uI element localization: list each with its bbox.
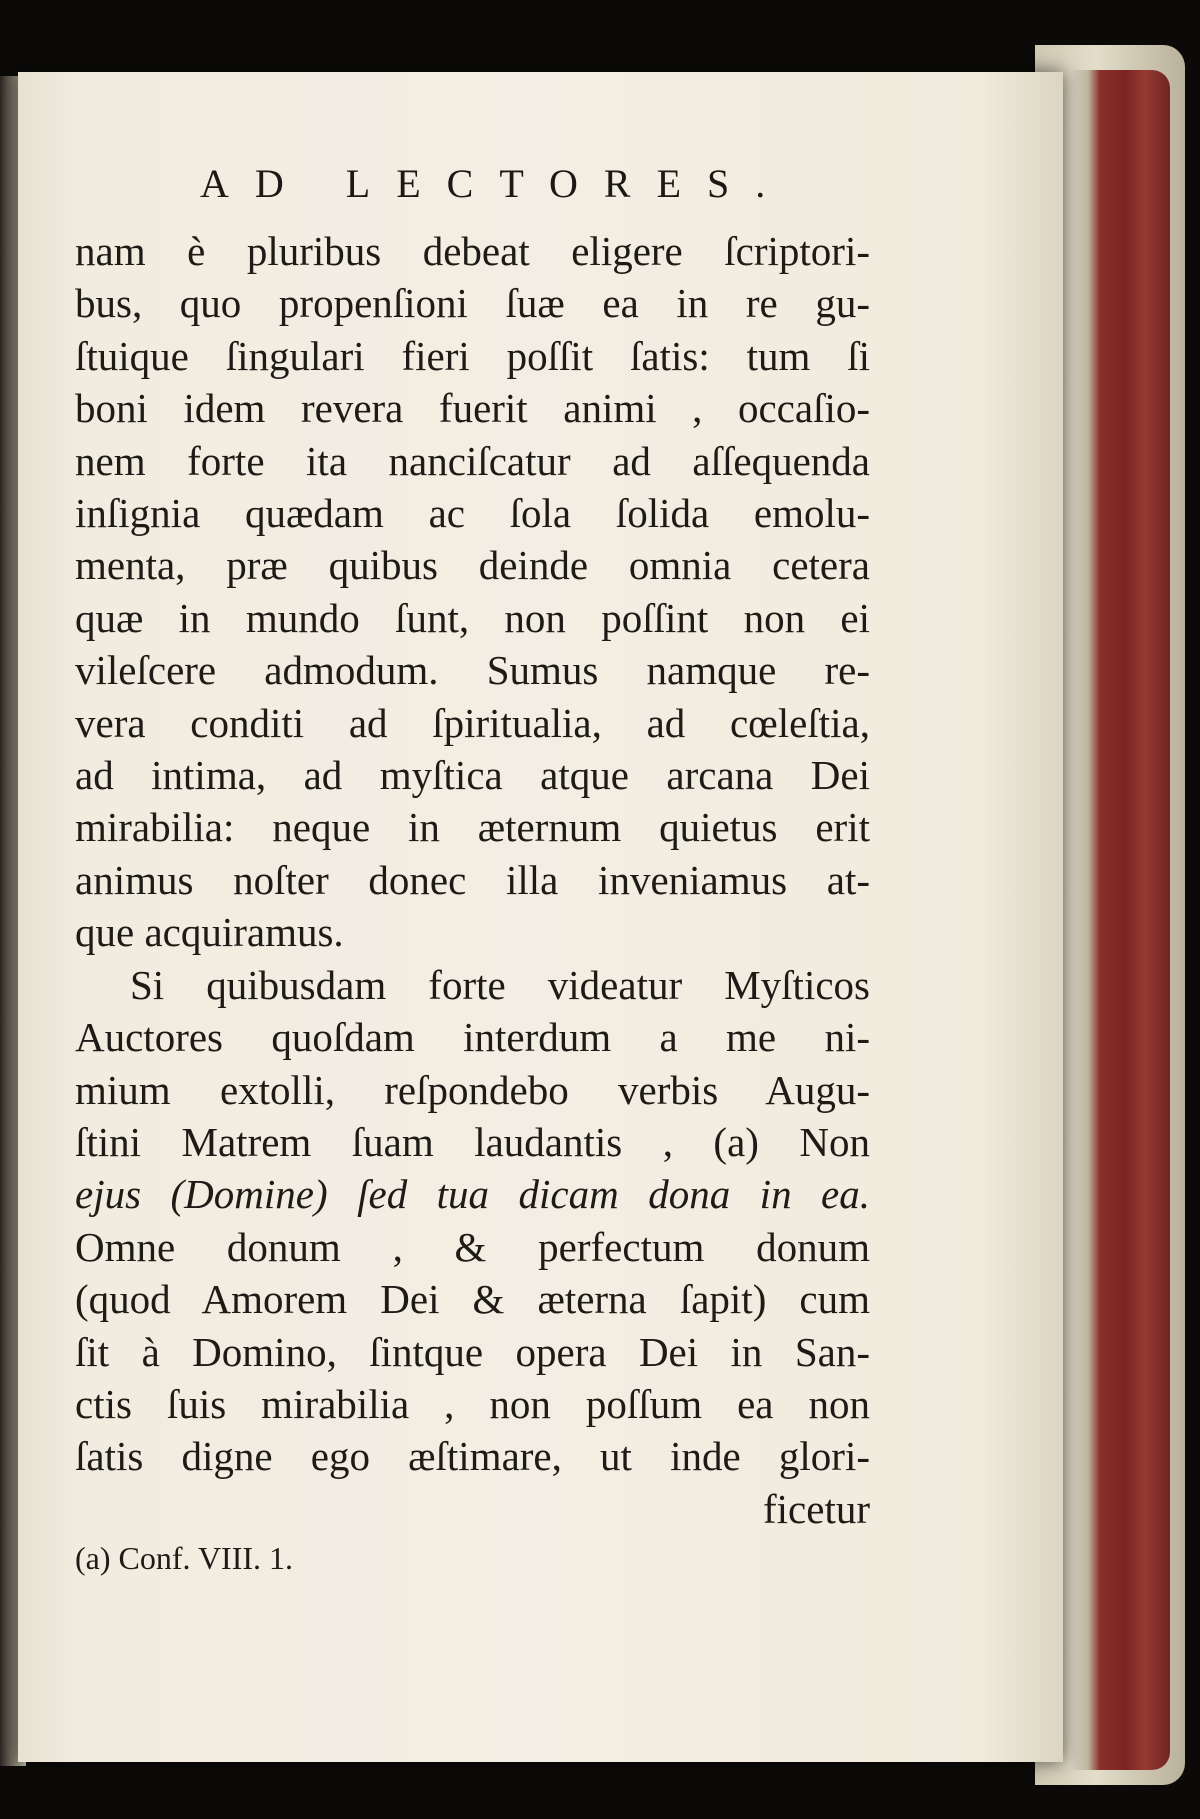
text-line: bus, quo propenſioni ſuæ ea in re gu- — [75, 280, 870, 327]
text-line: quæ in mundo ſunt, non poſſint non ei — [75, 594, 870, 641]
text-line: Auctores quoſdam interdum a me ni- — [75, 1014, 870, 1061]
text-line: vera conditi ad ſpiritualia, ad cœleſtia, — [75, 699, 870, 746]
text-line: animus noſter donec illa inveniamus at- — [75, 856, 870, 903]
text-line: vileſcere admodum. Sumus namque re- — [75, 647, 870, 694]
text-line: ſtuique ſingulari fieri poſſit ſatis: tum ſi — [75, 332, 870, 379]
book-fore-edge — [1070, 70, 1170, 1770]
text-line: (quod Amorem Dei & æterna ſapit) cum — [75, 1276, 870, 1323]
text-line: ſatis digne ego æſtimare, ut inde glori- — [75, 1433, 870, 1480]
text-line: mirabilia: neque in æternum quietus erit — [75, 804, 870, 851]
body-text — [75, 225, 870, 1535]
text-line: ad intima, ad myſtica atque arcana Dei — [75, 752, 870, 799]
text-line: ſit à Domino, ſintque opera Dei in San- — [75, 1328, 870, 1375]
text-line: nam è pluribus debeat eligere ſcriptori- — [75, 228, 870, 274]
text-line: nem forte ita nanciſcatur ad aſſequenda — [75, 437, 870, 484]
text-line: que acquiramus. — [75, 909, 344, 956]
text-line: menta, præ quibus deinde omnia cetera — [75, 542, 870, 589]
text-line: mium extolli, reſpondebo verbis Augu- — [75, 1066, 870, 1113]
text-line: inſignia quædam ac ſola ſolida emolu- — [75, 490, 870, 537]
running-head: AD LECTORES. — [200, 161, 792, 206]
text-line: Si quibusdam forte videatur Myſticos — [130, 961, 870, 1008]
text-line: ctis ſuis mirabilia , non poſſum ea non — [75, 1380, 870, 1427]
text-line: Omne donum , & perfectum donum — [75, 1223, 870, 1270]
text-line-italic: ejus (Domine) ſed tua dicam dona in ea. — [75, 1171, 870, 1218]
catchword: ficetur — [763, 1485, 870, 1532]
text-line: ſtini Matrem ſuam laudantis , (a) Non — [75, 1118, 870, 1165]
text-line: boni idem revera fuerit animi , occaſio- — [75, 385, 870, 432]
footnote: (a) Conf. VIII. 1. — [75, 1540, 294, 1576]
